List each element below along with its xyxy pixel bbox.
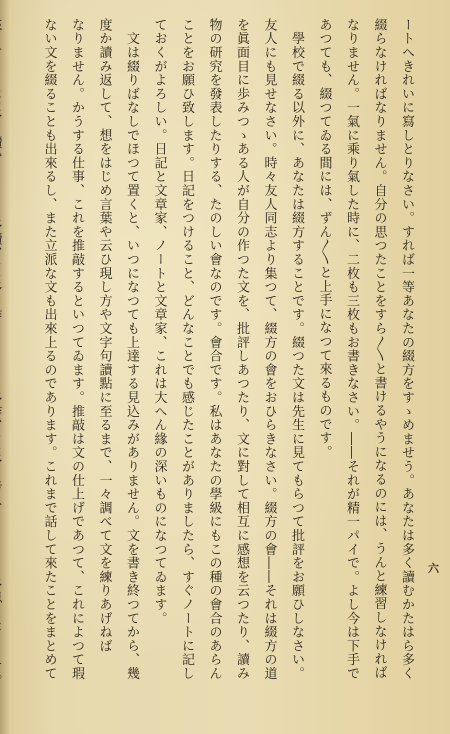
text-line: あつても、綴つてゐる間には、ずん〳〵と上手になつて來るものです。 [316,18,332,459]
text-line: なりません。一氣に乘り氣した時に、二枚も三枚もお書きなさい。――それが精一パイで。よし今は下手で [344,18,359,681]
text-line: ておくがよろしい。日記と文章家、ノートと文章家、これは大へん緣の深いものになつてゐます。 [151,18,167,626]
text-line: 綴らなければなりません。自分の思つたことをすら〳〵と書けるやうになるのには、うんと練習しなければ [371,18,387,680]
text-line [0,18,8,718]
blank-line [8,18,36,718]
text-line: を眞面目に歩みつゝある人が自分の作つた文を、批評しあつたり、文に對して相互に感想を云つたり、讀み [234,18,249,681]
text-line: ートへきれいに寫しとりなさい。すれば一等あなたの綴方をすゝめませう。あなたは多く讀むかたはら多く [399,18,414,681]
page-number: 六 [428,562,439,575]
text-line: 學校で綴る以外に、あなたは綴方することです。綴つた文は先生に見てもらつて批評をお願ひしなさい。 [289,18,304,681]
vertical-text-body [0,18,420,718]
text-line: ない文を綴ることも出來るし、また立派な文も出來上るのであります。これまで話して來たことをまとめて [41,18,57,681]
text-line: 物の研究を發表したりする、たのしい會なのです。會合です。私はあなたの學級にもこの種の會合のあらん [206,18,222,681]
text-line: なりません。かうする仕事、これを推敲するといつてゐます。推敲は文の仕上げであつて、これによつて瑕 [69,18,84,681]
text-line: 文は綴りばなしでほつて置くと、いつになつても上達する見込みがありません。文を書き終つてから、幾 [124,18,139,681]
text-line: ことをお願ひ致します。日記をつけること、どんなことでも感じたことがありましたら、すぐノートに記し [179,18,194,681]
text-line: 度か讀み返して、想をはじめ言葉や云ひ現し方や文字句讀點に至るまで、一々調べて文を練りあげねば [96,18,112,653]
text-line: 友人にも見せなさい。時々友人同志より集つて、綴方の會をおひらきなさい。綴方の會――それは綴方の道 [261,18,277,681]
